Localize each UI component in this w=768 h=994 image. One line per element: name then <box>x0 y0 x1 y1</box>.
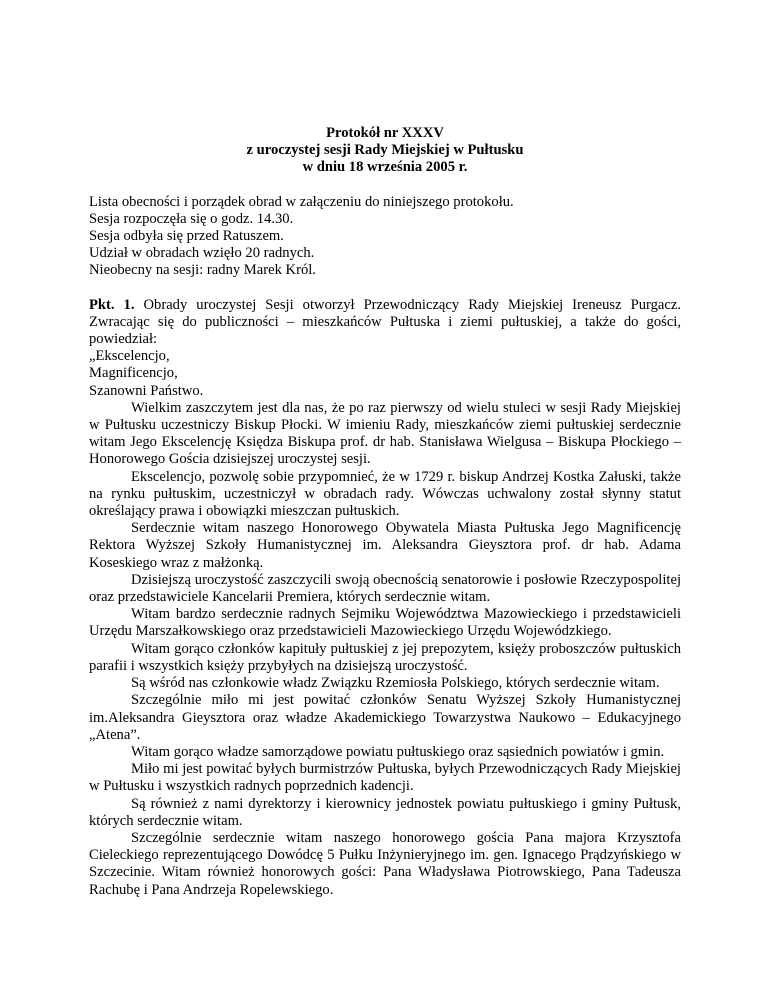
body-paragraph: Miło mi jest powitać byłych burmistrzów Pułtuska, byłych Przewodniczących Rady Miejskiej w Pułtusku i wszystkich radnych poprzednich kadencji. <box>89 761 681 795</box>
body-paragraph: Wielkim zaszczytem jest dla nas, że po raz pierwszy od wielu stuleci w sesji Rady Miejskiej w Pułtusku uczestniczy Biskup Płocki. W imieniu Rady, mieszkańców ziemi pułtuskiej serdecznie witam Jego Ekscelencję Księdza Biskupa prof. dr hab. Stanisława Wielgusa – Biskupa Płockiego – Honorowego Gościa dzisiejszej uroczystej sesji. <box>89 399 681 468</box>
body-paragraph: Witam gorąco członków kapituły pułtuskiej z jej prepozytem, księży proboszczów pułtuskich parafii i wszystkich księży przybyłych na dzisiejszą uroczystość. <box>89 640 681 674</box>
intro-line: Sesja odbyła się przed Ratuszem. <box>89 228 284 245</box>
body-paragraph: Ekscelencjo, pozwolę sobie przypomnieć, że w 1729 r. biskup Andrzej Kostka Załuski, także na rynku pułtuskim, uczestniczył w obradach rady. Wówczas uchwalony został słynny statut określający prawa i obowiązki mieszczan pułtuskich. <box>89 468 681 520</box>
intro-line: Lista obecności i porządek obrad w załączeniu do niniejszego protokołu. <box>89 193 514 210</box>
document-subtitle: z uroczystej sesji Rady Miejskiej w Pułtusku <box>246 142 524 159</box>
intro-block <box>89 194 681 280</box>
document-header <box>89 125 681 177</box>
greeting-line: Szanowni Państwo. <box>89 382 204 399</box>
document-title: Protokół nr XXXV <box>326 125 444 141</box>
body-paragraph: Szczególnie serdecznie witam naszego honorowego gościa Pana majora Krzysztofa Cieleckiego reprezentującego Dowódcę 5 Pułku Inżynieryjnego im. gen. Ignacego Prądzyńskiego w Szczecinie. Witam również honorowych gości: Pana Władysława Piotrowskiego, Pana Tadeusza Rachubę i Pana Andrzeja Ropelewskiego. <box>89 829 681 898</box>
document-page <box>89 125 681 899</box>
greeting-line: „Ekscelencjo, <box>89 348 170 365</box>
body-paragraph: Witam bardzo serdecznie radnych Sejmiku Województwa Mazowieckiego i przedstawicieli Urzędu Marszałkowskiego oraz przedstawicieli Mazowieckiego Urzędu Wojewódzkiego. <box>89 606 681 640</box>
intro-line: Udział w obradach wzięło 20 radnych. <box>89 245 315 262</box>
document-date: w dniu 18 września 2005 r. <box>302 159 468 176</box>
greeting-line: Magnificencjo, <box>89 365 178 382</box>
body-paragraph: Serdecznie witam naszego Honorowego Obywatela Miasta Pułtuska Jego Magnificencję Rektora Wyższej Szkoły Humanistycznej im. Aleksandra Gieysztora prof. dr hab. Adama Koseskiego wraz z małżonką. <box>89 520 681 571</box>
pkt1-label: Pkt. 1. <box>89 296 135 313</box>
body-paragraph: Szczególnie miło mi jest powitać członków Senatu Wyższej Szkoły Humanistycznej im.Aleksandra Gieysztora oraz władze Akademickiego Towarzystwa Naukowo – Edukacyjnego „Atena”. <box>89 692 681 743</box>
body-paragraph: Dzisiejszą uroczystość zaszczycili swoją obecnością senatorowie i posłowie Rzeczypospolitej oraz przedstawiciele Kancelarii Premiera, których serdecznie witam. <box>89 571 681 606</box>
body-paragraph: Witam gorąco władze samorządowe powiatu pułtuskiego oraz sąsiednich powiatów i gmin. <box>131 743 665 760</box>
body-paragraph: Są również z nami dyrektorzy i kierownicy jednostek powiatu pułtuskiego i gminy Pułtusk, których serdecznie witam. <box>89 795 681 829</box>
body-paragraph: Są wśród nas członkowie władz Związku Rzemiosła Polskiego, których serdecznie witam. <box>131 675 660 692</box>
pkt1-paragraph <box>89 297 681 349</box>
intro-line: Nieobecny na sesji: radny Marek Król. <box>89 262 316 279</box>
intro-line: Sesja rozpoczęła się o godz. 14.30. <box>89 210 294 227</box>
pkt1-text: Obrady uroczystej Sesji otworzył Przewodniczący Rady Miejskiej Ireneusz Purgacz. Zwracając się do publiczności – mieszkańców Pułtuska i ziemi pułtuskiej, a także do gości, powiedział: <box>89 296 681 348</box>
